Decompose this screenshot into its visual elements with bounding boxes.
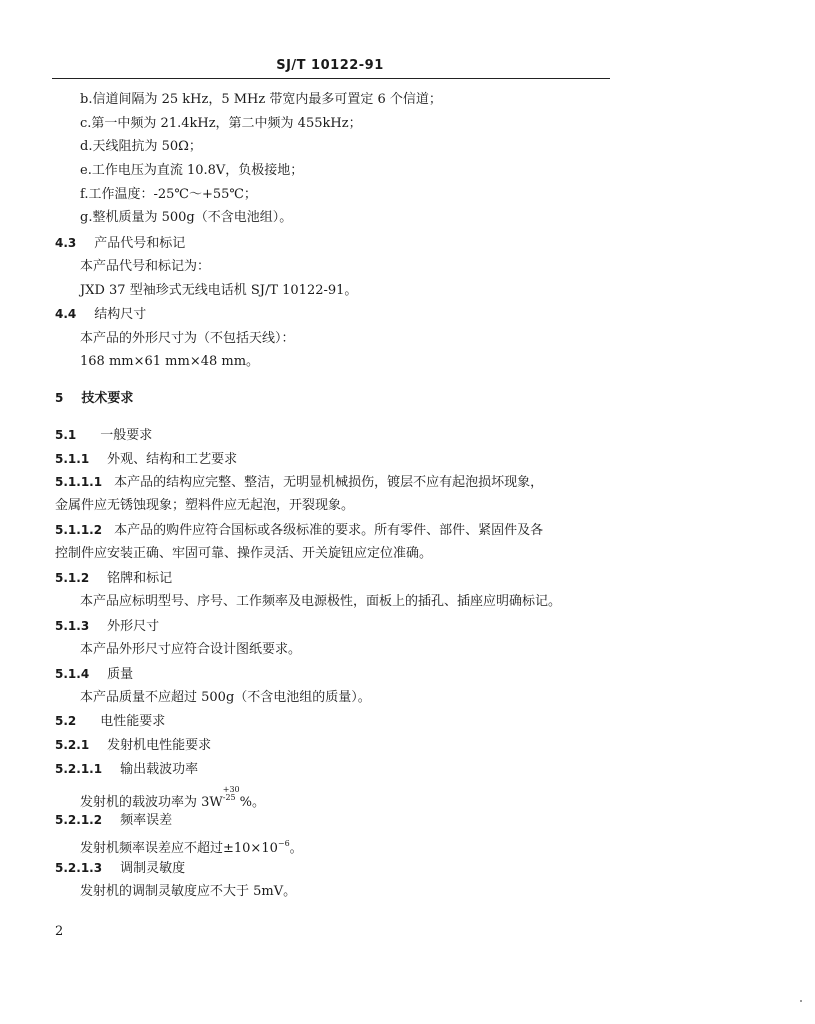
paragraph-end: %。 [239,795,266,810]
section-title: 电性能要求 [100,714,166,729]
item-d: d.天线阻抗为 50Ω； [80,139,202,154]
section-number: 5.2.1 [55,738,90,752]
section-number: 5.1.1.2 [55,523,103,537]
section-number: 5.1.1.1 [55,475,103,489]
section-number: 5.1.2 [55,571,90,585]
paragraph: 本产品的外形尺寸为（不包括天线）： [80,331,295,346]
paragraph-end: 。 [289,841,303,856]
tolerance-upper: +30 [222,785,240,794]
section-5-1-3-heading [55,617,159,636]
section-5-1-1-1 [55,473,543,492]
section-5-1-1-heading [55,450,237,469]
section-5-1-heading [55,426,152,445]
item-e: e.工作电压为直流 10.8V，负极接地； [80,163,304,178]
tolerance [223,786,240,802]
document-header: SJ/T 10122-91 [276,58,384,73]
section-number: 5.2 [55,714,77,728]
section-number: 4.4 [55,307,77,321]
section-5-heading [55,389,133,408]
paragraph: 发射机的调制灵敏度应不大于 5mV。 [80,884,297,899]
section-title: 输出载波功率 [120,762,199,777]
section-number: 5.1 [55,428,77,442]
section-title: 外观、结构和工艺要求 [107,452,238,467]
section-number: 5 [55,391,64,405]
section-title: 调制灵敏度 [120,861,186,876]
exponent: −6 [277,839,290,848]
paragraph: 本产品的购件应符合国标或各级标准的要求。所有零件、部件、紧固件及各 [114,523,544,538]
paragraph: 发射机的载波功率为 3W [80,795,223,810]
section-title: 一般要求 [100,428,153,443]
paragraph: 168 mm×61 mm×48 mm。 [80,354,260,369]
item-g: g.整机质量为 500g（不含电池组）。 [80,210,293,225]
carrier-power-text [80,786,265,812]
paragraph: 本产品代号和标记为： [80,259,211,274]
scan-speck [800,1000,802,1002]
section-5-2-1-3-heading [55,859,185,878]
section-number: 4.3 [55,236,77,250]
section-title: 频率误差 [120,813,173,828]
page-number: 2 [55,924,64,939]
section-number: 5.1.1 [55,452,90,466]
paragraph: 本产品质量不应超过 500g（不含电池组的质量）。 [80,690,371,705]
section-title: 结构尺寸 [94,307,147,322]
section-title: 铭牌和标记 [107,571,173,586]
section-title: 质量 [107,667,134,682]
paragraph: 本产品外形尺寸应符合设计图纸要求。 [80,642,302,657]
section-5-1-1-2 [55,521,543,540]
section-5-2-1-2-heading [55,811,172,830]
section-5-1-2-heading [55,569,172,588]
item-f: f.工作温度：-25℃～+55℃； [80,187,257,202]
paragraph: 本产品的结构应完整、整洁，无明显机械损伤，镀层不应有起泡损坏现象， [114,475,544,490]
section-title: 外形尺寸 [107,619,160,634]
section-4-3-heading [55,234,185,253]
section-number: 5.1.4 [55,667,90,681]
section-title: 技术要求 [81,391,134,406]
header-rule [52,78,610,79]
item-c: c.第一中频为 21.4kHz，第二中频为 455kHz； [80,116,362,131]
section-number: 5.2.1.1 [55,762,103,776]
paragraph: JXD 37 型袖珍式无线电话机 SJ/T 10122-91。 [80,283,358,298]
section-5-2-heading [55,712,165,731]
section-5-2-1-heading [55,736,211,755]
tolerance-lower: -25 [222,793,236,802]
section-4-4-heading [55,305,146,324]
frequency-error-text [80,835,303,858]
section-title: 产品代号和标记 [94,236,186,251]
paragraph: 发射机频率误差应不超过±10×10 [80,841,278,856]
section-number: 5.2.1.3 [55,861,103,875]
section-5-2-1-1-heading [55,760,198,779]
section-5-1-4-heading [55,665,133,684]
paragraph: 金属件应无锈蚀现象；塑料件应无起泡，开裂现象。 [55,498,355,513]
section-title: 发射机电性能要求 [107,738,212,753]
item-b: b.信道间隔为 25 kHz，5 MHz 带宽内最多可置定 6 个信道； [80,92,442,107]
paragraph: 本产品应标明型号、序号、工作频率及电源极性，面板上的插孔、插座应明确标记。 [80,594,562,609]
section-number: 5.2.1.2 [55,813,103,827]
section-number: 5.1.3 [55,619,90,633]
paragraph: 控制件应安装正确、牢固可靠、操作灵活、开关旋钮应定位准确。 [55,546,433,561]
